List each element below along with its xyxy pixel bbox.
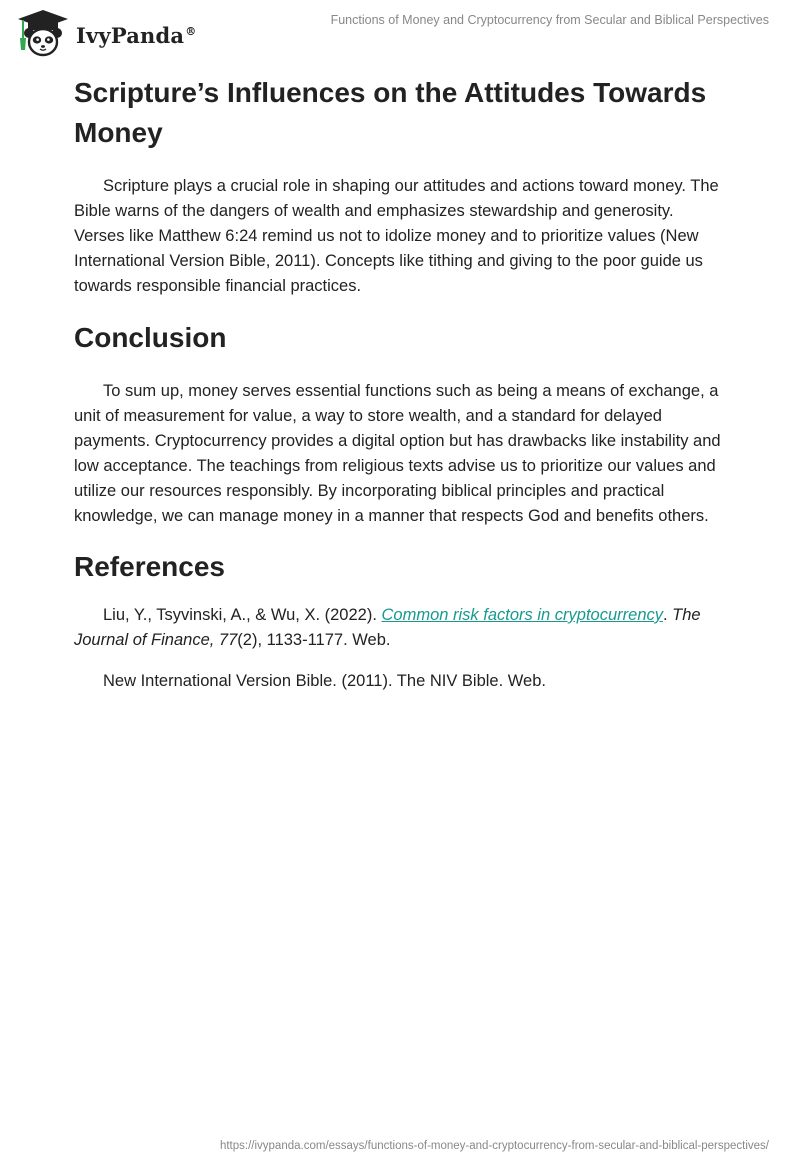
panda-graduate-icon [14, 8, 72, 58]
reference-punctuation: . [663, 606, 673, 624]
reference-item-liu [74, 603, 726, 653]
section-heading-conclusion: Conclusion [74, 322, 227, 353]
scripture-paragraph: Scripture plays a crucial role in shaping our attitudes and actions toward money. The Bible warns of the dangers of wealth and emphasizes stewardship and generosity. Verses like Matthew 6:24 remind us not to idolize money and to prioritize values (New International Version Bible, 2011). Concepts like tithing and giving to the poor guide us towards responsible financial practices. [74, 177, 719, 295]
section-heading-scripture: Scripture’s Influences on the Attitudes Towards Money [74, 77, 707, 148]
brand-logo[interactable] [14, 8, 196, 58]
reference-details: (2), 1133-1177. Web. [237, 631, 391, 649]
document-title: Functions of Money and Cryptocurrency from Secular and Biblical Perspectives [330, 13, 769, 27]
reference-authors: Liu, Y., Tsyvinski, A., & Wu, X. (2022). [103, 606, 382, 624]
reference-journal: The Journal of Finance, 77 [74, 606, 701, 649]
reference-item-niv: New International Version Bible. (2011). The NIV Bible. Web. [103, 672, 546, 690]
conclusion-paragraph: To sum up, money serves essential functions such as being a means of exchange, a unit of measurement for value, a way to store wealth, and a standard for delayed payments. Cryptocurrency provides a digital option but has drawbacks like instability and low acceptance. The teachings from religious texts advise us to prioritize our values and utilize our resources responsibly. By incorporating biblical principles and practical knowledge, we can manage money in a manner that respects God and benefits others. [74, 382, 721, 525]
essay-content [74, 72, 726, 694]
footer-url[interactable]: https://ivypanda.com/essays/functions-of-money-and-cryptocurrency-from-secular-and-biblical-perspectives/ [219, 1140, 769, 1152]
section-heading-references: References [74, 551, 225, 582]
reference-link[interactable]: Common risk factors in cryptocurrency [381, 606, 663, 624]
brand-name: IvyPanda® [76, 22, 197, 48]
